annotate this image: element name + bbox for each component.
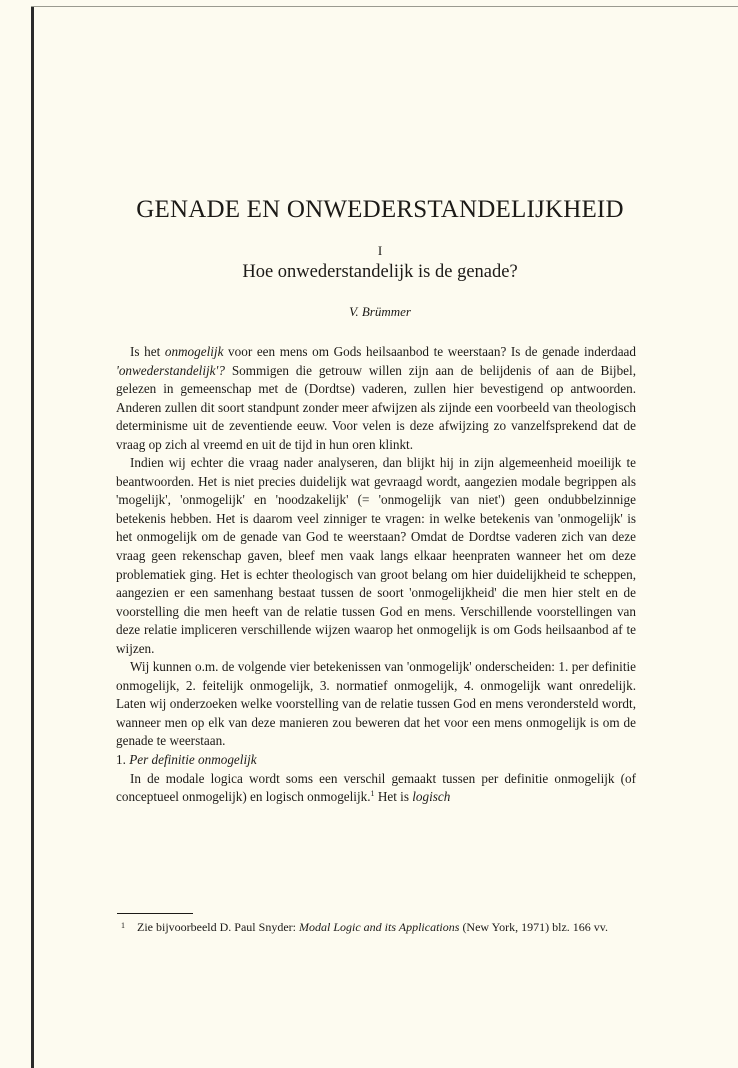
- paragraph-1: Is het onmogelijk voor een mens om Gods heilsaanbod te weerstaan? Is de genade inderdaad 'onwederstandelijk'? Sommigen die getrouw willen zijn aan de belijdenis of aan de Bijbel, gelezen in gemeenschap met de (Dordtse) vaderen, zullen hier bevestigend op antwoorden. Anderen zullen dit soort standpunt zonder meer afwijzen als zijnde een voorbeeld van theologisch determinisme uit de zeventiende eeuw. Voor velen is deze afwijzing zo vanzelfsprekend dat de vraag op zich al vreemd en uit de tijd in hun oren klinkt.: [116, 344, 637, 452]
- page-edge-left: [31, 6, 34, 1068]
- paragraph-4: In de modale logica wordt soms een verschil gemaakt tussen per definitie onmogelijk (of conceptueel onmogelijk) en logisch onmogelijk.$^1$ Het is logisch: [116, 770, 636, 805]
- article-subtitle: Hoe onwederstandelijk is de genade?: [242, 262, 518, 282]
- footnote-reference: 1: [370, 789, 375, 799]
- article-title: GENADE EN ONWEDERSTANDELIJKHEID: [136, 196, 624, 223]
- part-numeral: I: [377, 243, 383, 258]
- author-byline: V. Brümmer: [349, 304, 411, 319]
- paragraph-2: Indien wij echter die vraag nader analyseren, dan blijkt hij in zijn algemeenheid moeilijk te beantwoorden. Het is niet precies duidelijk wat gevraagd wordt, aangezien modale begrippen als 'mogelijk', 'onmogelijk' en 'noodzakelijk' (= 'onmogelijk van niet') geen ondubbelzinnige betekenis hebben. Het is daarom veel zinniger te vragen: in welke betekenis van 'onmogelijk' is het onmogelijk om de genade van God te weerstaan? Omdat de Dordtse vaderen zich van deze vraag geen rekenschap gaven, bleef men vaak langs elkaar heenpraten wanneer het om deze problematiek ging. Het is echter theologisch van groot belang om hier duidelijkheid te scheppen, aangezien er een samenhang bestaat tussen de soort 'onmogelijkheid' die men hier stelt en de voorstelling die men heeft van de relatie tussen God en mens. Verschillende voorstellingen van deze relatie impliceren verschillende wijzen waarop het onmogelijk is om Gods heilsaanbod af te wijzen.: [116, 455, 636, 656]
- footnote-marker: 1: [121, 921, 125, 930]
- page-edge-top: [31, 6, 738, 7]
- section-heading: 1. Per definitie onmogelijk: [116, 752, 257, 768]
- footnote-text: Zie bijvoorbeeld D. Paul Snyder: Modal Logic and its Applications (New York, 1971) blz. 166 vv.: [137, 920, 608, 934]
- footnote: [117, 919, 637, 935]
- article-body: [116, 343, 636, 807]
- footnote-rule: [117, 913, 193, 914]
- paragraph-3: Wij kunnen o.m. de volgende vier betekenissen van 'onmogelijk' onderscheiden: 1. per definitie onmogelijk, 2. feitelijk onmogelijk, 3. normatief onmogelijk, 4. onmogelijk want onredelijk. Laten wij onderzoeken welke voorstelling van de relatie tussen God en mens verondersteld wordt, wanneer men op elk van deze manieren zou beweren dat het voor een mens onmogelijk is om de genade te weerstaan.: [116, 659, 636, 749]
